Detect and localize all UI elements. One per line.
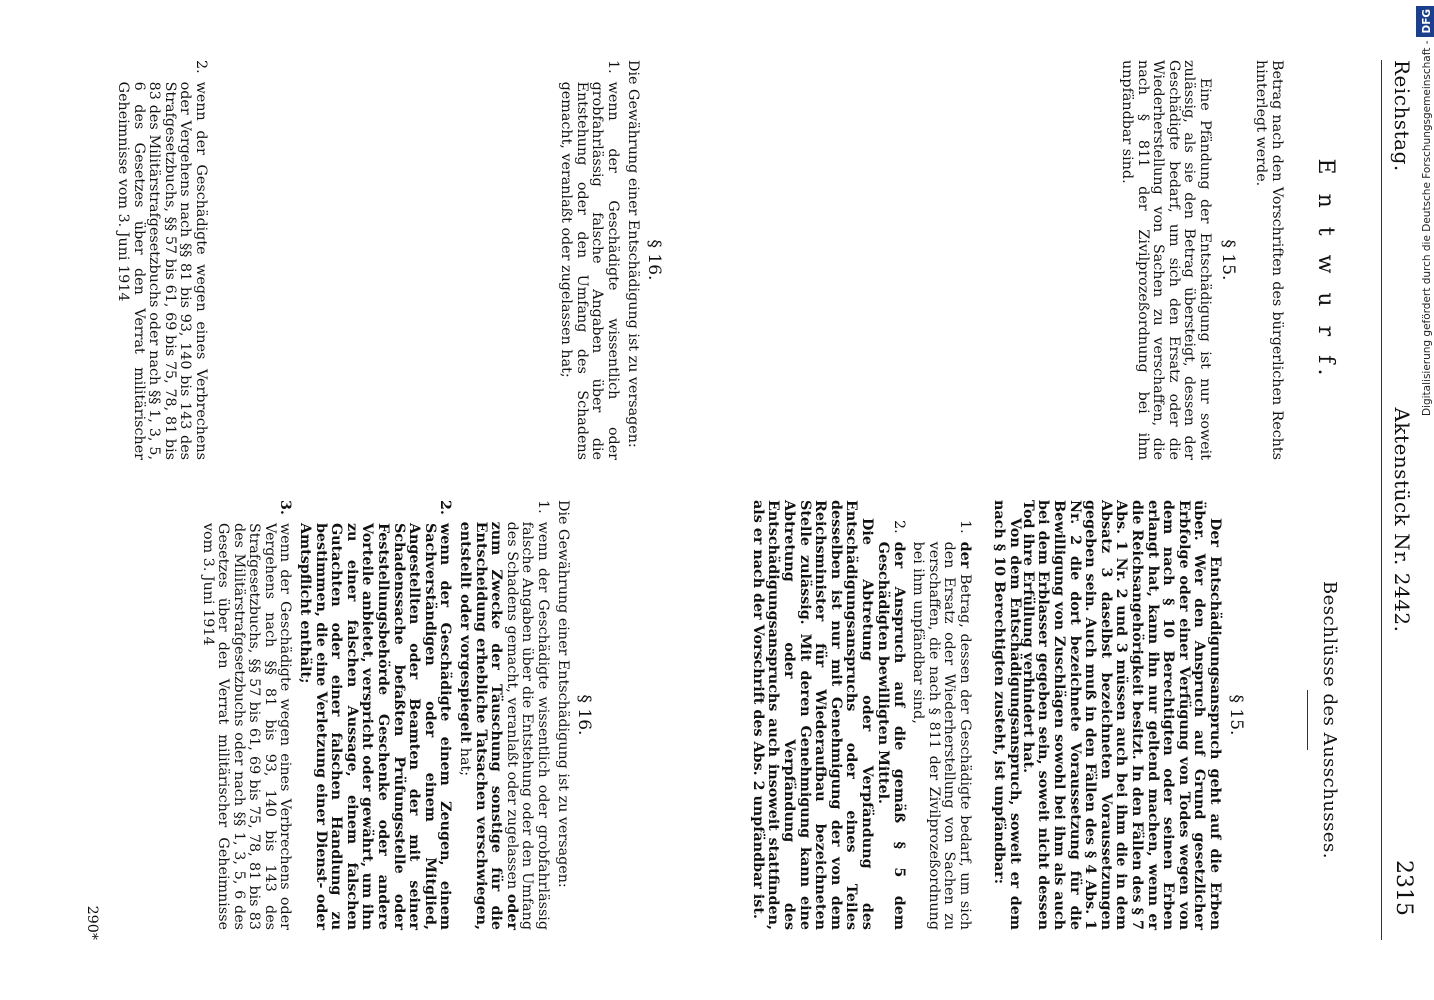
list-item-bold: wenn der Geschädigte einem Zeugen, einem Sachverständigen oder einem Mitglied, Angestellten oder Beamten der mit seiner Schadenssache befaßten Prüfungsstelle oder Feststellungsbehörde Geschenke oder andere Vorteile anbietet, verspricht oder gewährt, um ihn zu einer falschen Aussage, einem falschen Gutachten oder einer falschen Handlung zu bestimmen, die eine Verletzung einer Dienst- oder Amtspflicht enthält; (297, 522, 454, 930)
right-sec15-list (874, 520, 972, 930)
list-item (456, 500, 550, 930)
list-item-number: 1. (605, 60, 621, 74)
list-item (114, 60, 208, 460)
left-sec16-title: § 16. (644, 239, 664, 281)
list-item (874, 520, 905, 930)
list-item-tail: hat; (457, 743, 474, 777)
list-item-number: 2. (193, 60, 209, 74)
header-center: Aktenstück Nr. 2442. (1390, 407, 1414, 633)
list-item-text (456, 522, 550, 930)
header-rule (1381, 60, 1382, 940)
list-item-plain: wenn der Geschädigte wissentlich oder grobfahrlässig falsche Angaben über die Entstehung oder den Umfang des Schadens gemacht, veranlaßt oder zugelassen (503, 521, 551, 930)
right-heading: Beschlüsse des Ausschusses. (1319, 580, 1340, 860)
left-intro: Betrag nach den Vorschriften des bürgerlichen Rechts hinterlegt werde. (1253, 60, 1285, 460)
list-item-rest: Betrag, dessen der Geschädigte bedarf, um sich den Ersatz oder Wiederherstellung von Sachen zu verschaffen, die nach § 811 der Zivilprozeßordnung bei ihm unpfändbar sind, (910, 541, 973, 930)
right-sec15-para3: Die Abtretung oder Verpfändung des Entschädigungsanspruchs oder eines Teiles desselben ist nur mit Genehmigung der von dem Reichsminister für Wiederaufbau bezeichneten Stelle zulässig. Mit deren Genehmigung kann eine Abtretung oder Verpfändung des Entschädigungsanspruchs auch insoweit stattfinden, als er nach der Vorschrift des Abs. 2 unpfändbar ist. (749, 500, 875, 930)
right-sec15-para2: Von dem Entschädigungsanspruch, soweit er dem nach § 10 Berechtigten zusteht, ist unpfändbar: (991, 500, 1023, 930)
left-sec16-intro: Die Gewährung einer Entschädigung ist zu versagen: (625, 60, 641, 448)
list-item-text: wenn der Geschädigte wegen eines Verbrechens oder Vergehens nach §§ 81 bis 93, 140 bis 143 des Strafgesetzbuchs, §§ 57 bis 61, 69 bis 75, 78, 81 bis 83 des Militärstrafgesetzbuchs oder nach §§ 1, 3, 5, 6 des Gesetzes über den Verrat militärischer Geheimnisse vom 3. Juni 1914 (115, 81, 209, 460)
header-left: Reichstag. (1390, 60, 1414, 172)
list-item-text: wenn der Geschädigte wissentlich oder grobfahrlässig falsche Angaben über die Entstehung oder den Umfang des Schadens gemacht, veranlaßt oder zugelassen hat; (558, 81, 621, 460)
right-sec15-para1: Der Entschädigungsanspruch geht auf die Erben über. Wer den Anspruch auf Grund gesetzlicher Erbfolge oder einer Verfügung von Todes wegen von dem nach § 10 Berechtigten oder seinen Erben erlangt hat, kann ihn nur geltend machen, wenn er die Reichsangehörigkeit besitzt. In den Fällen des § 7 Abs. 1 Nr. 2 und 3 müssen auch bei ihm die in dem Absatz 3 daselbst bezeichneten Voraussetzungen gegeben sein. Auch muß in den Fällen des § 4 Abs. 1 Nr. 2 die dort bezeichnete Voraussetzung für die Bewilligung von Zuschlägen sowohl bei ihm als auch bei dem Erblasser gegeben sein, soweit nicht dessen Tod ihre Erfüllung verhindert hat. (1019, 500, 1223, 930)
list-item-bold: oder zum Zwecke der Täuschung sonstige für die Entscheidung erhebliche Tatsachen verschwiegen, entstellt oder vorgespiegelt (457, 521, 520, 930)
list-item (558, 60, 620, 460)
list-item (910, 520, 972, 930)
list-item-text (910, 542, 972, 930)
sidebar-text-row (1416, 6, 1434, 996)
list-item-bold: der Anspruch auf die gemäß § 5 dem Geschädigten bewilligten Mittel. (875, 541, 907, 930)
right-sec16-intro: Die Gewährung einer Entschädigung ist zu versagen: (555, 500, 571, 888)
sidebar-credit: Digitalisierung gefördert durch die Deutsche Forschungsgemeinschaft - (1421, 40, 1433, 417)
list-item-number: 3. (277, 500, 294, 515)
right-sec16-title: § 16. (574, 694, 594, 736)
list-item-number: 1. (535, 500, 551, 514)
left-sec16-list-2 (114, 60, 208, 460)
list-item (199, 500, 293, 930)
footer-mark: 290* (84, 905, 100, 940)
heading-rule (1307, 690, 1308, 750)
list-item-number: 2. (890, 520, 907, 534)
left-heading: E n t w u r f. (1313, 158, 1338, 382)
list-item-text: wenn der Geschädigte wegen eines Verbrechens oder Vergehens nach §§ 81 bis 93, 140 bis 143 des Strafgesetzbuchs, §§ 57 bis 61, 69 bis 75, 78, 81 bis 83 des Militärstrafgesetzbuchs oder nach §§ 1, 3, 5, 6 des Gesetzes über den Verrat militärischer Geheimnisse vom 3. Juni 1914 (199, 522, 294, 930)
dfg-logo: DFG (1416, 6, 1434, 37)
left-sec15-text: Eine Pfändung der Entschädigung ist nur soweit zulässig, als sie den Betrag übersteigt, dessen der Geschädigte bedarf, um sich den Ersatz oder die Wiederherstellung von Sachen zu verschaffen, die nach § 811 der Zivilprozeßordnung bei ihm unpfändbar sind. (1119, 60, 1213, 460)
list-item-number: 1. (957, 520, 973, 534)
digitization-sidebar (1416, 6, 1434, 996)
list-item-text (874, 542, 905, 930)
left-sec16-list (558, 60, 620, 460)
left-sec15-title: § 15. (1218, 239, 1238, 281)
list-item-bold: der (957, 541, 973, 569)
page-number: 2315 (1391, 860, 1416, 916)
right-sec16-list (199, 500, 550, 930)
list-item-number: 2. (437, 500, 454, 515)
right-sec15-title: § 15. (1226, 694, 1246, 736)
list-item (297, 500, 453, 930)
list-item-text (297, 523, 453, 930)
